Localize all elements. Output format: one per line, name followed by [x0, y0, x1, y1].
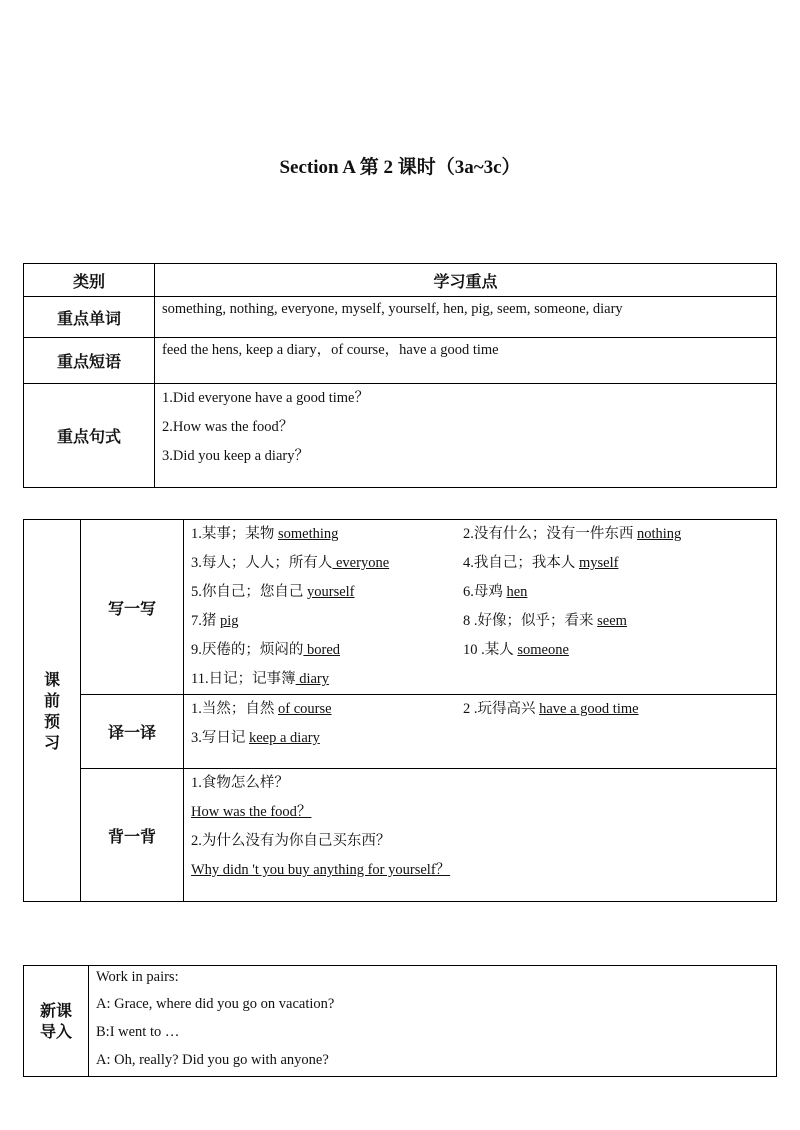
write-answer-8: seem [597, 613, 627, 629]
translate-answer-3: keep a diary [249, 730, 320, 746]
write-label: 写一写 [81, 520, 184, 695]
write-row [191, 578, 776, 607]
write-row [191, 636, 776, 665]
write-prompt-4: 4.我自己；我本人 [463, 555, 579, 571]
intro-label [24, 966, 89, 1077]
write-row [191, 520, 776, 549]
write-prompt-1: 1.某事；某物 [191, 526, 278, 542]
translate-section [184, 695, 777, 769]
recite-question-2: 2.为什么没有为你自己买东西？ [191, 833, 391, 849]
key-sentences [155, 384, 777, 488]
write-answer-5: yourself [307, 584, 355, 600]
key-words [155, 297, 777, 338]
write-answer-6: hen [506, 584, 528, 600]
write-prompt-8: 8 .好像；似乎；看来 [463, 613, 598, 629]
row-label-phrases: 重点短语 [24, 338, 155, 384]
header-focus: 学习重点 [155, 264, 777, 297]
recite-section [184, 769, 777, 902]
translate-prompt-2: 2 .玩得高兴 [463, 701, 540, 717]
translate-row [191, 695, 776, 724]
write-prompt-6: 6.母鸡 [463, 584, 507, 600]
preview-side-label [24, 520, 81, 902]
intro-line-3: B:I went to … [96, 1024, 180, 1040]
intro-line-2: A: Grace, where did you go on vacation? [96, 996, 335, 1012]
row-label-sentences: 重点句式 [24, 384, 155, 488]
write-answer-2: nothing [637, 526, 682, 542]
intro-label-text: 新课导入 [39, 1001, 72, 1041]
intro-table [23, 965, 777, 1077]
key-phrases-text: feed the hens, keep a diary，of course，have a good time [162, 342, 499, 358]
write-answer-1: something [278, 526, 339, 542]
preview-side-label-text: 课前预习 [43, 669, 60, 752]
page-title: Section A 第 2 课时（3a~3c） [279, 157, 521, 178]
write-answer-9: bored [303, 642, 341, 658]
write-answer-3: everyone [332, 555, 390, 571]
write-prompt-5: 5.你自己；您自己 [191, 584, 307, 600]
recite-answer-1: How was the food？ [191, 804, 312, 820]
sentence-1: 1.Did everyone have a good time？ [162, 390, 369, 406]
write-answer-4: myself [579, 555, 619, 571]
focus-table [23, 263, 777, 488]
preview-table [23, 519, 777, 902]
row-label-words: 重点单词 [24, 297, 155, 338]
sentence-2: 2.How was the food？ [162, 419, 294, 435]
write-prompt-2: 2.没有什么；没有一件东西 [463, 526, 637, 542]
translate-prompt-3: 3.写日记 [191, 730, 249, 746]
translate-prompt-1: 1.当然；自然 [191, 701, 278, 717]
write-prompt-11: 11.日记；记事簿 [191, 671, 296, 687]
translate-answer-1: of course [278, 701, 332, 717]
write-answer-11: diary [295, 671, 330, 687]
recite-answer-2: Why didn 't you buy anything for yourself？ [191, 862, 451, 878]
translate-answer-2: have a good time [539, 701, 639, 717]
translate-label: 译一译 [81, 695, 184, 769]
write-row [191, 607, 776, 636]
write-answer-7: pig [220, 613, 239, 629]
write-section [184, 520, 777, 695]
intro-dialogue [89, 966, 777, 1077]
recite-question-1: 1.食物怎么样？ [191, 775, 289, 791]
write-prompt-3: 3.每人；人人；所有人 [191, 555, 333, 571]
write-answer-10: someone [517, 642, 569, 658]
write-row [191, 665, 776, 694]
key-words-text: something, nothing, everyone, myself, yourself, hen, pig, seem, someone, diary [162, 301, 623, 317]
sentence-3: 3.Did you keep a diary？ [162, 448, 309, 464]
write-row [191, 549, 776, 578]
write-prompt-10: 10 .某人 [463, 642, 518, 658]
write-prompt-7: 7.猪 [191, 613, 220, 629]
recite-label: 背一背 [81, 769, 184, 902]
key-phrases [155, 338, 777, 384]
write-prompt-9: 9.厌倦的；烦闷的 [191, 642, 304, 658]
intro-line-4: A: Oh, really? Did you go with anyone? [96, 1052, 329, 1068]
intro-line-1: Work in pairs: [96, 969, 179, 985]
translate-row [191, 724, 776, 753]
header-category: 类别 [24, 264, 155, 297]
